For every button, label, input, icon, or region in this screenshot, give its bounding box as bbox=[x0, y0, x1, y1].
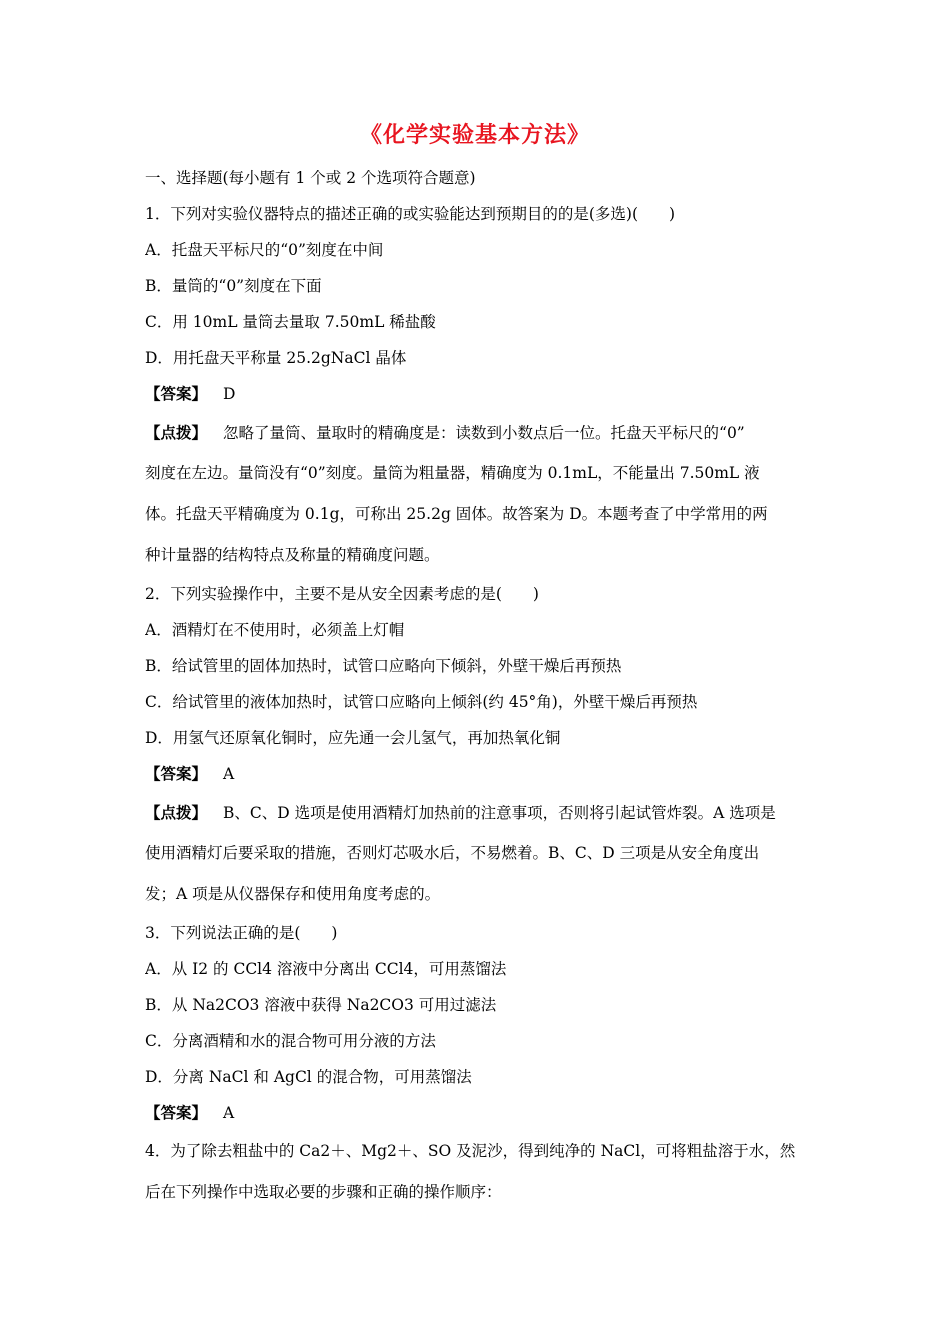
hint-text: 体。托盘天平精确度为 0.1g，可称出 25.2g 固体。故答案为 D。本题考查了中学常用的两 bbox=[145, 505, 768, 523]
question-stem: 3．下列说法正确的是( ) bbox=[145, 924, 338, 942]
option-b: B．给试管里的固体加热时，试管口应略向下倾斜，外壁干燥后再预热 bbox=[145, 657, 622, 675]
hint-text: 忽略了量筒、量取时的精确度是：读数到小数点后一位。托盘天平标尺的“0” bbox=[223, 424, 745, 442]
option-c: C．分离酒精和水的混合物可用分液的方法 bbox=[145, 1032, 436, 1050]
option-d: D．分离 NaCl 和 AgCl 的混合物，可用蒸馏法 bbox=[145, 1068, 472, 1086]
option-c: C．用 10mL 量筒去量取 7.50mL 稀盐酸 bbox=[145, 313, 436, 331]
answer-row bbox=[145, 1095, 810, 1131]
answer-label: 【答案】 bbox=[145, 1103, 208, 1122]
hint-text: 发；A 项是从仪器保存和使用角度考虑的。 bbox=[145, 885, 441, 903]
answer-row bbox=[145, 756, 810, 792]
hint-text: 刻度在左边。量筒没有“0”刻度。量筒为粗量器，精确度为 0.1mL，不能量出 7.50mL 液 bbox=[145, 464, 760, 482]
option-a: A．托盘天平标尺的“0”刻度在中间 bbox=[145, 241, 384, 259]
option-b: B．从 Na2CO3 溶液中获得 Na2CO3 可用过滤法 bbox=[145, 996, 497, 1014]
question-1 bbox=[145, 196, 810, 576]
hint-row bbox=[145, 792, 810, 833]
option-a: A．酒精灯在不使用时，必须盖上灯帽 bbox=[145, 621, 405, 639]
option-a: A．从 I2 的 CCl4 溶液中分离出 CCl4，可用蒸馏法 bbox=[145, 960, 507, 978]
hint-row bbox=[145, 412, 810, 453]
hint-label: 【点拨】 bbox=[145, 803, 208, 822]
option-b: B．量筒的“0”刻度在下面 bbox=[145, 277, 322, 295]
hint-text: 使用酒精灯后要采取的措施，否则灯芯吸水后，不易燃着。B、C、D 三项是从安全角度出 bbox=[145, 844, 760, 862]
question-stem: 2．下列实验操作中，主要不是从安全因素考虑的是( ) bbox=[145, 585, 539, 603]
hint-text: B、C、D 选项是使用酒精灯加热前的注意事项，否则将引起试管炸裂。A 选项是 bbox=[223, 804, 776, 822]
answer-row bbox=[145, 376, 810, 412]
option-d: D．用托盘天平称量 25.2gNaCl 晶体 bbox=[145, 349, 407, 367]
answer-label: 【答案】 bbox=[145, 764, 208, 783]
answer-label: 【答案】 bbox=[145, 384, 208, 403]
document-body bbox=[145, 160, 810, 1213]
question-4 bbox=[145, 1131, 810, 1213]
question-stem: 1．下列对实验仪器特点的描述正确的或实验能达到预期目的的是(多选)( ) bbox=[145, 205, 676, 223]
answer-value: A bbox=[223, 1104, 235, 1122]
answer-value: A bbox=[223, 765, 235, 783]
option-d: D．用氢气还原氧化铜时，应先通一会儿氢气，再加热氧化铜 bbox=[145, 729, 561, 747]
page-title: 《化学实验基本方法》 bbox=[359, 122, 590, 148]
answer-value: D bbox=[223, 385, 236, 403]
question-2 bbox=[145, 576, 810, 915]
question-3 bbox=[145, 915, 810, 1131]
question-stem: 后在下列操作中选取必要的步骤和正确的操作顺序： bbox=[145, 1183, 502, 1201]
hint-text: 种计量器的结构特点及称量的精确度问题。 bbox=[145, 546, 440, 564]
hint-label: 【点拨】 bbox=[145, 423, 208, 442]
question-stem: 4．为了除去粗盐中的 Ca2＋、Mg2＋、SO 及泥沙，得到纯净的 NaCl，可将粗盐溶于水，然 bbox=[145, 1142, 796, 1160]
option-c: C．给试管里的液体加热时，试管口应略向上倾斜(约 45°角)，外壁干燥后再预热 bbox=[145, 693, 698, 711]
section-heading: 一、选择题(每小题有 1 个或 2 个选项符合题意) bbox=[145, 169, 476, 187]
